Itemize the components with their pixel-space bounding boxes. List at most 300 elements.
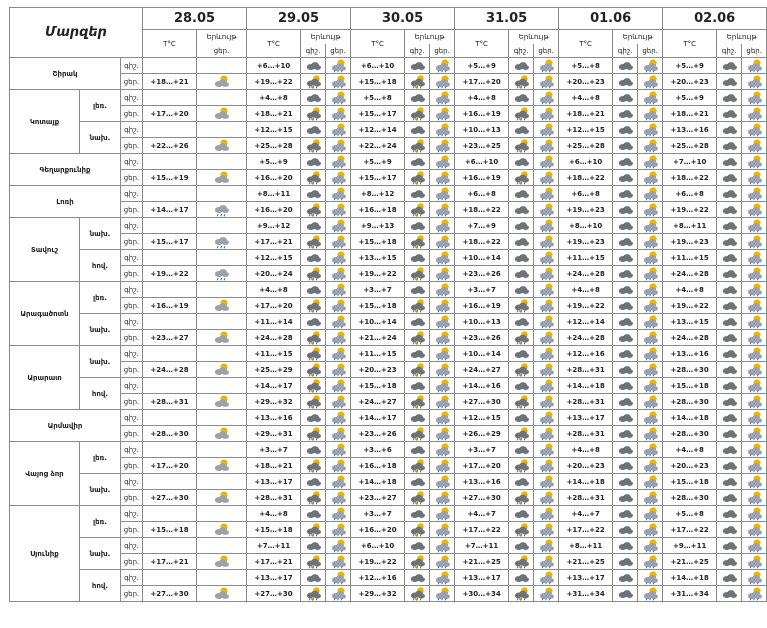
sun-rain-icon: [537, 282, 556, 297]
weather-icon-cell: [430, 266, 455, 282]
sub-zone-label: նախ.: [80, 346, 121, 378]
weather-icon-cell: [742, 218, 767, 234]
day-header: ցեր.: [742, 44, 767, 58]
temperature-cell: +28…+30: [663, 426, 717, 442]
time-of-day-label: գիշ.: [121, 538, 143, 554]
weather-icon-cell: [509, 282, 534, 298]
cloud-icon: [616, 250, 635, 265]
weather-icon-cell: [405, 474, 430, 490]
sun-rain-icon: [641, 106, 660, 121]
weather-icon-cell: [613, 554, 638, 570]
table-row: [10, 250, 767, 266]
weather-icon-cell: [301, 426, 326, 442]
temperature-cell: +6…+10: [455, 154, 509, 170]
storm-icon: [408, 298, 427, 313]
weather-icon-cell: [509, 330, 534, 346]
weather-icon-cell: [405, 378, 430, 394]
weather-icon-cell: [326, 506, 351, 522]
temperature-cell: +15…+18: [663, 474, 717, 490]
sun-rain-icon: [433, 218, 452, 233]
temperature-cell: +16…+19: [455, 106, 509, 122]
weather-icon-cell: [301, 122, 326, 138]
sun-rain-icon: [641, 314, 660, 329]
weather-icon-cell: [638, 538, 663, 554]
region-name: Գեղարքունիք: [10, 154, 121, 186]
cloud-icon: [720, 522, 739, 537]
temperature-cell: +19…+22: [247, 74, 301, 90]
sun-rain-icon: [329, 170, 348, 185]
table-row: [10, 538, 767, 554]
weather-icon-cell: [742, 186, 767, 202]
temperature-cell: +4…+8: [247, 90, 301, 106]
weather-icon-cell: [301, 410, 326, 426]
weather-icon-cell: [638, 426, 663, 442]
table-row: [10, 426, 767, 442]
weather-icon-cell: [509, 362, 534, 378]
cloud-icon: [616, 378, 635, 393]
cloud-rain-icon: [212, 202, 231, 217]
temperature-cell: +19…+22: [143, 266, 197, 282]
sun-rain-icon: [433, 154, 452, 169]
phenomenon-header: Երևույթ: [405, 30, 455, 45]
table-row: [10, 314, 767, 330]
temperature-cell: +30…+34: [455, 586, 509, 602]
temperature-cell: +28…+31: [559, 362, 613, 378]
weather-icon-cell: [742, 58, 767, 74]
weather-icon-cell: [301, 202, 326, 218]
sun-rain-icon: [537, 170, 556, 185]
cloud-icon: [720, 314, 739, 329]
cloud-icon: [720, 426, 739, 441]
weather-icon-cell: [326, 458, 351, 474]
weather-icon-cell: [301, 554, 326, 570]
day-header: ցեր.: [197, 44, 247, 58]
weather-icon-cell: [717, 442, 742, 458]
temperature-cell: +8…+11: [247, 186, 301, 202]
sub-zone-label: նախ.: [80, 314, 121, 346]
cloud-icon: [616, 202, 635, 217]
weather-icon-cell: [717, 106, 742, 122]
cloud-icon: [616, 586, 635, 601]
temperature-cell: [143, 90, 197, 106]
weather-icon-cell: [534, 570, 559, 586]
sun-rain-icon: [641, 538, 660, 553]
weather-icon-cell: [509, 314, 534, 330]
weather-icon-cell: [430, 106, 455, 122]
weather-icon-cell: [197, 474, 247, 490]
weather-icon-cell: [717, 154, 742, 170]
weather-icon-cell: [197, 554, 247, 570]
temperature-cell: +16…+19: [455, 298, 509, 314]
temperature-cell: +18…+21: [663, 106, 717, 122]
sun-rain-icon: [329, 522, 348, 537]
table-row: [10, 74, 767, 90]
weather-icon-cell: [430, 74, 455, 90]
cloud-icon: [720, 90, 739, 105]
cloud-icon: [512, 474, 531, 489]
sun-rain-icon: [641, 330, 660, 345]
weather-icon-cell: [638, 506, 663, 522]
temperature-cell: +28…+31: [559, 394, 613, 410]
sun-rain-icon: [329, 586, 348, 601]
weather-icon-cell: [405, 122, 430, 138]
weather-icon-cell: [742, 410, 767, 426]
weather-icon-cell: [717, 458, 742, 474]
weather-icon-cell: [326, 58, 351, 74]
sun-rain-icon: [329, 330, 348, 345]
sun-rain-icon: [537, 314, 556, 329]
sun-rain-icon: [745, 266, 764, 281]
sun-rain-icon: [433, 298, 452, 313]
sun-rain-icon: [537, 250, 556, 265]
temperature-cell: +13…+17: [247, 570, 301, 586]
weather-icon-cell: [638, 186, 663, 202]
weather-icon-cell: [326, 346, 351, 362]
temperature-header: T°C: [143, 30, 197, 58]
cloud-icon: [720, 122, 739, 137]
weather-icon-cell: [326, 474, 351, 490]
time-of-day-label: ցեր.: [121, 330, 143, 346]
storm-icon: [304, 106, 323, 121]
night-header: գիշ.: [717, 44, 742, 58]
storm-icon: [512, 330, 531, 345]
weather-icon-cell: [301, 74, 326, 90]
weather-icon-cell: [197, 314, 247, 330]
temperature-cell: +24…+28: [663, 266, 717, 282]
cloud-icon: [512, 314, 531, 329]
storm-icon: [512, 426, 531, 441]
weather-icon-cell: [326, 154, 351, 170]
date-header: 01.06: [559, 8, 663, 30]
cloud-icon: [304, 250, 323, 265]
temperature-cell: +24…+28: [143, 362, 197, 378]
weather-icon-cell: [717, 474, 742, 490]
weather-icon-cell: [742, 474, 767, 490]
cloud-icon: [720, 490, 739, 505]
temperature-cell: +4…+8: [455, 90, 509, 106]
weather-icon-cell: [430, 442, 455, 458]
cloud-icon: [720, 442, 739, 457]
time-of-day-label: ցեր.: [121, 426, 143, 442]
sun-rain-icon: [745, 474, 764, 489]
storm-icon: [512, 586, 531, 601]
sun-rain-icon: [329, 266, 348, 281]
temperature-cell: +5…+8: [351, 90, 405, 106]
weather-icon-cell: [405, 506, 430, 522]
temperature-cell: +28…+31: [247, 490, 301, 506]
temperature-cell: +8…+11: [663, 218, 717, 234]
sun-rain-icon: [433, 330, 452, 345]
temperature-cell: +4…+8: [247, 282, 301, 298]
cloud-icon: [616, 122, 635, 137]
night-header: գիշ.: [301, 44, 326, 58]
sun-rain-icon: [433, 106, 452, 121]
storm-icon: [408, 234, 427, 249]
weather-icon-cell: [638, 586, 663, 602]
temperature-cell: +20…+23: [351, 362, 405, 378]
temperature-cell: +22…+24: [351, 138, 405, 154]
table-row: [10, 154, 767, 170]
sun-rain-icon: [641, 362, 660, 377]
storm-icon: [408, 202, 427, 217]
weather-icon-cell: [613, 138, 638, 154]
temperature-cell: +25…+28: [663, 138, 717, 154]
cloud-icon: [304, 122, 323, 137]
temperature-cell: [143, 538, 197, 554]
weather-icon-cell: [301, 58, 326, 74]
weather-icon-cell: [301, 522, 326, 538]
temperature-header: T°C: [559, 30, 613, 58]
weather-icon-cell: [326, 266, 351, 282]
weather-icon-cell: [717, 58, 742, 74]
weather-icon-cell: [301, 506, 326, 522]
storm-icon: [304, 394, 323, 409]
weather-icon-cell: [430, 282, 455, 298]
temperature-cell: +4…+8: [559, 282, 613, 298]
weather-icon-cell: [326, 170, 351, 186]
temperature-cell: +4…+8: [559, 90, 613, 106]
weather-icon-cell: [742, 330, 767, 346]
table-row: [10, 138, 767, 154]
sun-rain-icon: [537, 90, 556, 105]
weather-icon-cell: [197, 218, 247, 234]
sun-rain-icon: [745, 458, 764, 473]
table-row: [10, 490, 767, 506]
temperature-cell: +13…+17: [247, 474, 301, 490]
temperature-cell: +8…+10: [559, 218, 613, 234]
sun-rain-icon: [537, 554, 556, 569]
cloud-icon: [720, 586, 739, 601]
sun-rain-icon: [745, 410, 764, 425]
temperature-cell: +17…+22: [559, 522, 613, 538]
weather-icon-cell: [613, 122, 638, 138]
weather-icon-cell: [534, 202, 559, 218]
sun-rain-icon: [745, 170, 764, 185]
weather-icon-cell: [405, 234, 430, 250]
weather-icon-cell: [509, 234, 534, 250]
weather-icon-cell: [430, 154, 455, 170]
storm-icon: [304, 522, 323, 537]
cloud-icon: [720, 570, 739, 585]
temperature-cell: [143, 314, 197, 330]
weather-icon-cell: [405, 490, 430, 506]
weather-icon-cell: [430, 138, 455, 154]
weather-icon-cell: [326, 314, 351, 330]
weather-icon-cell: [326, 282, 351, 298]
cloud-icon: [616, 282, 635, 297]
temperature-cell: +18…+21: [247, 458, 301, 474]
temperature-cell: +25…+28: [559, 138, 613, 154]
temperature-cell: +17…+20: [247, 298, 301, 314]
weather-icon-cell: [717, 522, 742, 538]
region-name: Կոտայք: [10, 90, 80, 154]
weather-icon-cell: [509, 298, 534, 314]
weather-icon-cell: [742, 298, 767, 314]
sub-zone-label: հով.: [80, 250, 121, 282]
temperature-cell: +14…+18: [559, 474, 613, 490]
temperature-cell: +9…+12: [247, 218, 301, 234]
sun-rain-icon: [433, 554, 452, 569]
day-header: ցեր.: [534, 44, 559, 58]
weather-icon-cell: [638, 314, 663, 330]
sun-rain-icon: [537, 378, 556, 393]
temperature-cell: +16…+18: [351, 202, 405, 218]
time-of-day-label: գիշ.: [121, 154, 143, 170]
weather-icon-cell: [534, 330, 559, 346]
time-of-day-label: ցեր.: [121, 394, 143, 410]
temperature-cell: +18…+22: [455, 202, 509, 218]
weather-icon-cell: [197, 74, 247, 90]
weather-icon-cell: [509, 122, 534, 138]
cloud-icon: [408, 410, 427, 425]
temperature-cell: +28…+30: [143, 426, 197, 442]
weather-icon-cell: [534, 250, 559, 266]
sun-rain-icon: [433, 74, 452, 89]
weather-icon-cell: [301, 586, 326, 602]
sub-zone-label: լեռ.: [80, 90, 121, 122]
weather-icon-cell: [613, 266, 638, 282]
temperature-cell: +20…+23: [559, 458, 613, 474]
sun-rain-icon: [641, 202, 660, 217]
weather-icon-cell: [638, 234, 663, 250]
sun-rain-icon: [537, 266, 556, 281]
time-of-day-label: ցեր.: [121, 138, 143, 154]
weather-icon-cell: [509, 250, 534, 266]
temperature-cell: +27…+30: [143, 490, 197, 506]
weather-icon-cell: [430, 554, 455, 570]
temperature-cell: [143, 474, 197, 490]
sun-cloud-icon: [212, 106, 231, 121]
temperature-cell: +14…+18: [351, 474, 405, 490]
weather-icon-cell: [197, 426, 247, 442]
weather-icon-cell: [717, 330, 742, 346]
cloud-icon: [304, 410, 323, 425]
table-row: [10, 410, 767, 426]
table-row: [10, 586, 767, 602]
weather-icon-cell: [638, 250, 663, 266]
sun-rain-icon: [433, 266, 452, 281]
sun-rain-icon: [641, 58, 660, 73]
sun-rain-icon: [329, 138, 348, 153]
temperature-cell: +5…+8: [559, 58, 613, 74]
cloud-icon: [720, 170, 739, 185]
weather-icon-cell: [301, 490, 326, 506]
temperature-cell: +12…+15: [247, 122, 301, 138]
temperature-cell: +14…+17: [247, 378, 301, 394]
sun-rain-icon: [641, 378, 660, 393]
weather-icon-cell: [197, 154, 247, 170]
temperature-cell: +16…+20: [351, 522, 405, 538]
temperature-cell: [143, 186, 197, 202]
storm-icon: [408, 170, 427, 185]
storm-icon: [304, 426, 323, 441]
weather-icon-cell: [430, 378, 455, 394]
cloud-icon: [616, 570, 635, 585]
sun-rain-icon: [641, 474, 660, 489]
weather-icon-cell: [405, 90, 430, 106]
weather-icon-cell: [405, 314, 430, 330]
cloud-icon: [304, 442, 323, 457]
sun-rain-icon: [433, 314, 452, 329]
cloud-icon: [616, 58, 635, 73]
weather-icon-cell: [717, 410, 742, 426]
sun-rain-icon: [537, 202, 556, 217]
temperature-cell: +14…+18: [559, 378, 613, 394]
sun-rain-icon: [641, 234, 660, 249]
phenomenon-header: Երևույթ: [717, 30, 767, 45]
weather-icon-cell: [326, 218, 351, 234]
temperature-cell: [143, 570, 197, 586]
weather-icon-cell: [326, 234, 351, 250]
temperature-cell: +28…+30: [663, 394, 717, 410]
table-row: [10, 186, 767, 202]
temperature-cell: +7…+11: [247, 538, 301, 554]
weather-icon-cell: [742, 426, 767, 442]
storm-icon: [408, 138, 427, 153]
sun-rain-icon: [537, 586, 556, 601]
weather-icon-cell: [638, 298, 663, 314]
sun-rain-icon: [745, 586, 764, 601]
weather-icon-cell: [717, 138, 742, 154]
temperature-cell: +27…+30: [247, 586, 301, 602]
cloud-icon: [304, 154, 323, 169]
storm-icon: [408, 490, 427, 505]
storm-icon: [512, 298, 531, 313]
weather-icon-cell: [717, 186, 742, 202]
time-of-day-label: ցեր.: [121, 170, 143, 186]
weather-icon-cell: [430, 362, 455, 378]
cloud-icon: [408, 378, 427, 393]
cloud-icon: [512, 506, 531, 521]
sub-zone-label: նախ.: [80, 218, 121, 250]
sun-cloud-icon: [212, 458, 231, 473]
table-row: [10, 394, 767, 410]
weather-icon-cell: [742, 170, 767, 186]
temperature-cell: [143, 58, 197, 74]
sun-rain-icon: [745, 538, 764, 553]
cloud-icon: [408, 186, 427, 201]
temperature-cell: +15…+18: [351, 234, 405, 250]
weather-icon-cell: [197, 506, 247, 522]
cloud-icon: [720, 554, 739, 569]
weather-icon-cell: [326, 330, 351, 346]
weather-icon-cell: [405, 250, 430, 266]
temperature-cell: +19…+22: [351, 554, 405, 570]
weather-icon-cell: [742, 314, 767, 330]
weather-icon-cell: [430, 586, 455, 602]
sub-zone-label: լեռ.: [80, 282, 121, 314]
weather-icon-cell: [509, 74, 534, 90]
temperature-cell: +5…+9: [247, 154, 301, 170]
sun-rain-icon: [433, 474, 452, 489]
weather-icon-cell: [638, 170, 663, 186]
table-row: [10, 330, 767, 346]
weather-icon-cell: [197, 234, 247, 250]
sun-rain-icon: [641, 426, 660, 441]
sun-rain-icon: [745, 394, 764, 409]
weather-icon-cell: [301, 186, 326, 202]
weather-icon-cell: [509, 394, 534, 410]
weather-icon-cell: [717, 90, 742, 106]
phenomenon-header: Երևույթ: [613, 30, 663, 45]
weather-icon-cell: [717, 490, 742, 506]
cloud-icon: [304, 474, 323, 489]
temperature-cell: +15…+18: [143, 522, 197, 538]
storm-icon: [408, 394, 427, 409]
weather-icon-cell: [613, 490, 638, 506]
weather-icon-cell: [405, 522, 430, 538]
cloud-icon: [304, 90, 323, 105]
